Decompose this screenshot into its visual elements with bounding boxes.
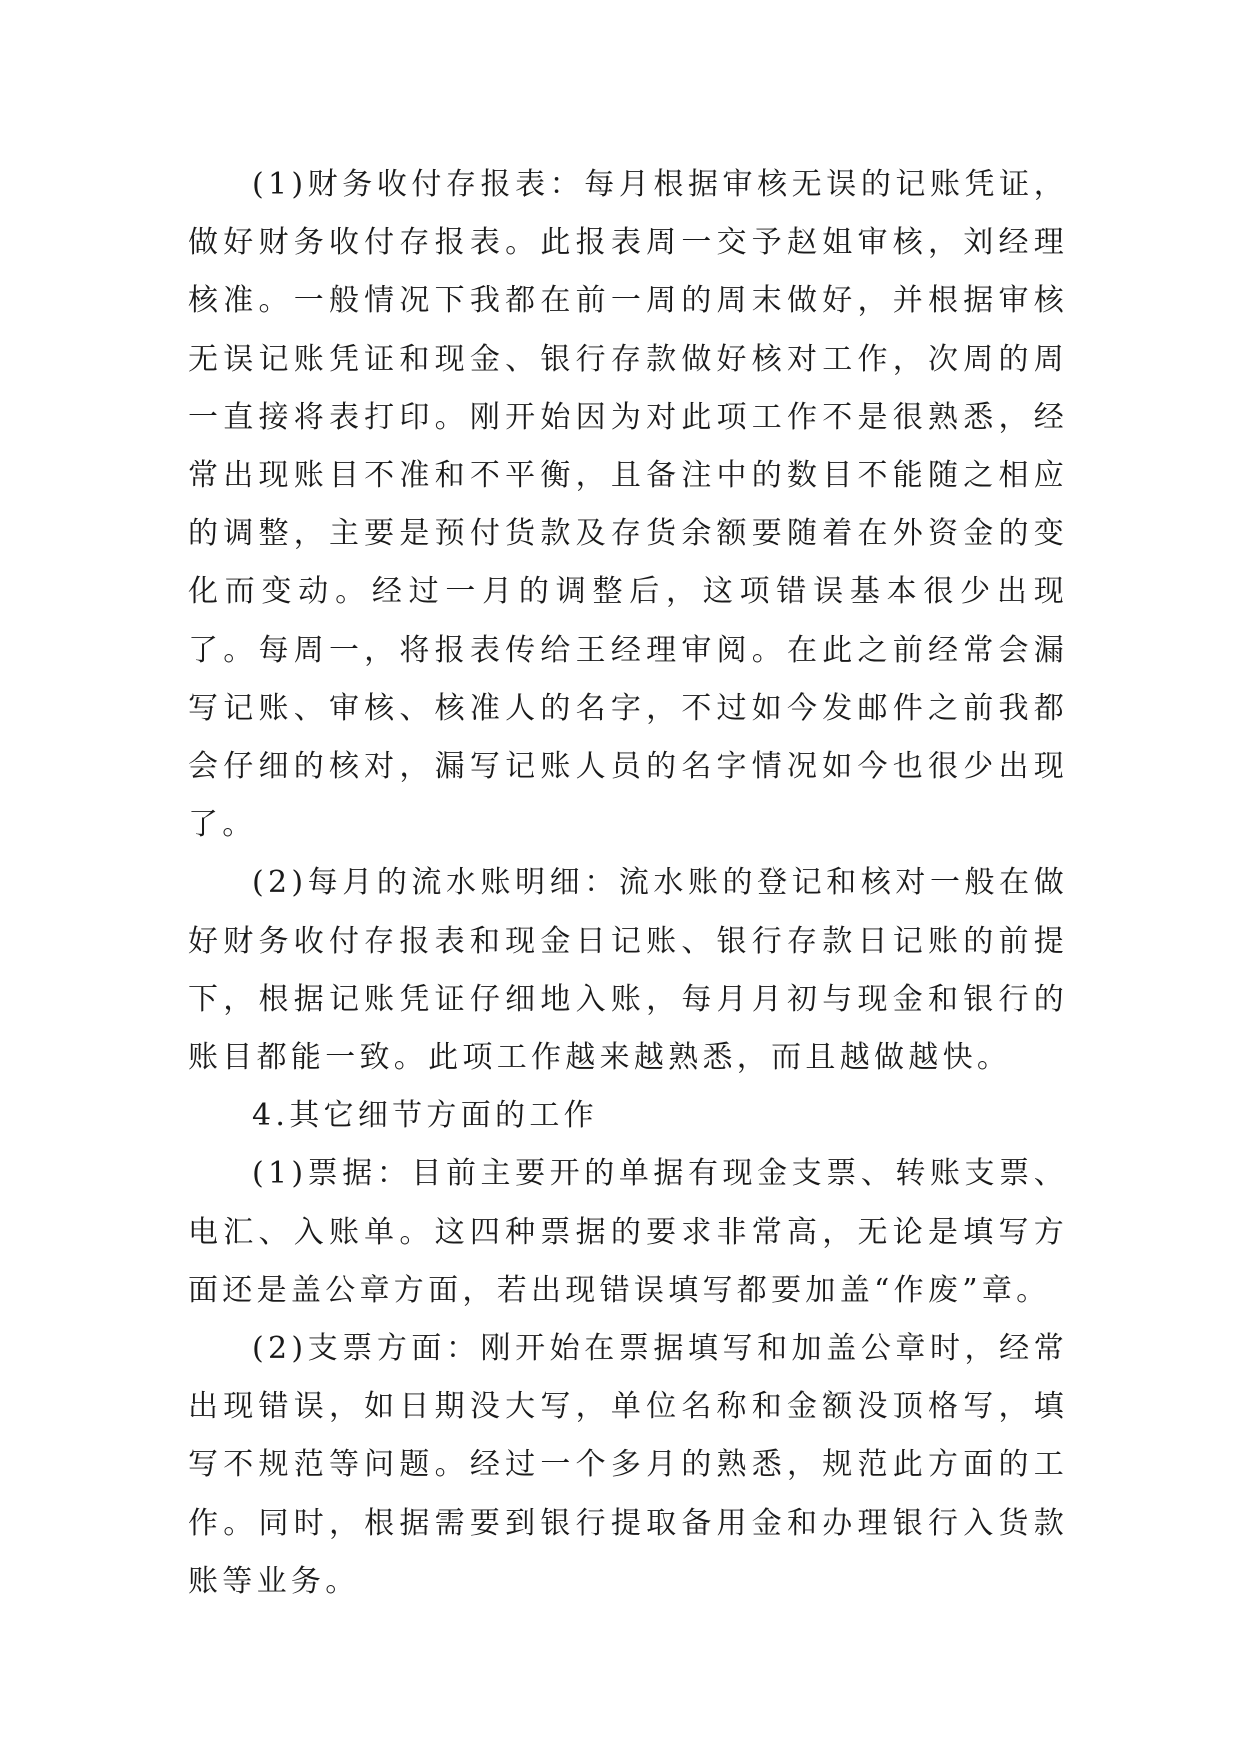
paragraph-checks: (2)支票方面：刚开始在票据填写和加盖公章时，经常出现错误，如日期没大写，单位名称和金额没顶格写，填写不规范等问题。经过一个多月的熟悉，规范此方面的工作。同时，根据需要到银行提取备用金和办理银行入货款账等业务。 xyxy=(188,1331,1068,1599)
paragraph-daily-ledger: (2)每月的流水账明细：流水账的登记和核对一般在做好财务收付存报表和现金日记账、银行存款日记账的前提下，根据记账凭证仔细地入账，每月月初与现金和银行的账目都能一致。此项工作越来越熟悉，而且越做越快。 xyxy=(188,865,1068,1076)
document-body xyxy=(188,156,1068,1611)
paragraph-bills: (1)票据：目前主要开的单据有现金支票、转账支票、电汇、入账单。这四种票据的要求非常高，无论是填写方面还是盖公章方面，若出现错误填写都要加盖“作废”章。 xyxy=(188,1156,1068,1308)
section-heading-other-details: 4.其它细节方面的工作 xyxy=(252,1098,598,1134)
paragraph-financial-report: (1)财务收付存报表：每月根据审核无误的记账凭证，做好财务收付存报表。此报表周一交予赵姐审核，刘经理核准。一般情况下我都在前一周的周末做好，并根据审核无误记账凭证和现金、银行存款做好核对工作，次周的周一直接将表打印。刚开始因为对此项工作不是很熟悉，经常出现账目不准和不平衡，且备注中的数目不能随之相应的调整，主要是预付货款及存货余额要随着在外资金的变化而变动。经过一月的调整后，这项错误基本很少出现了。每周一，将报表传给王经理审阅。在此之前经常会漏写记账、审核、核准人的名字，不过如今发邮件之前我都会仔细的核对，漏写记账人员的名字情况如今也很少出现了。 xyxy=(188,167,1068,843)
